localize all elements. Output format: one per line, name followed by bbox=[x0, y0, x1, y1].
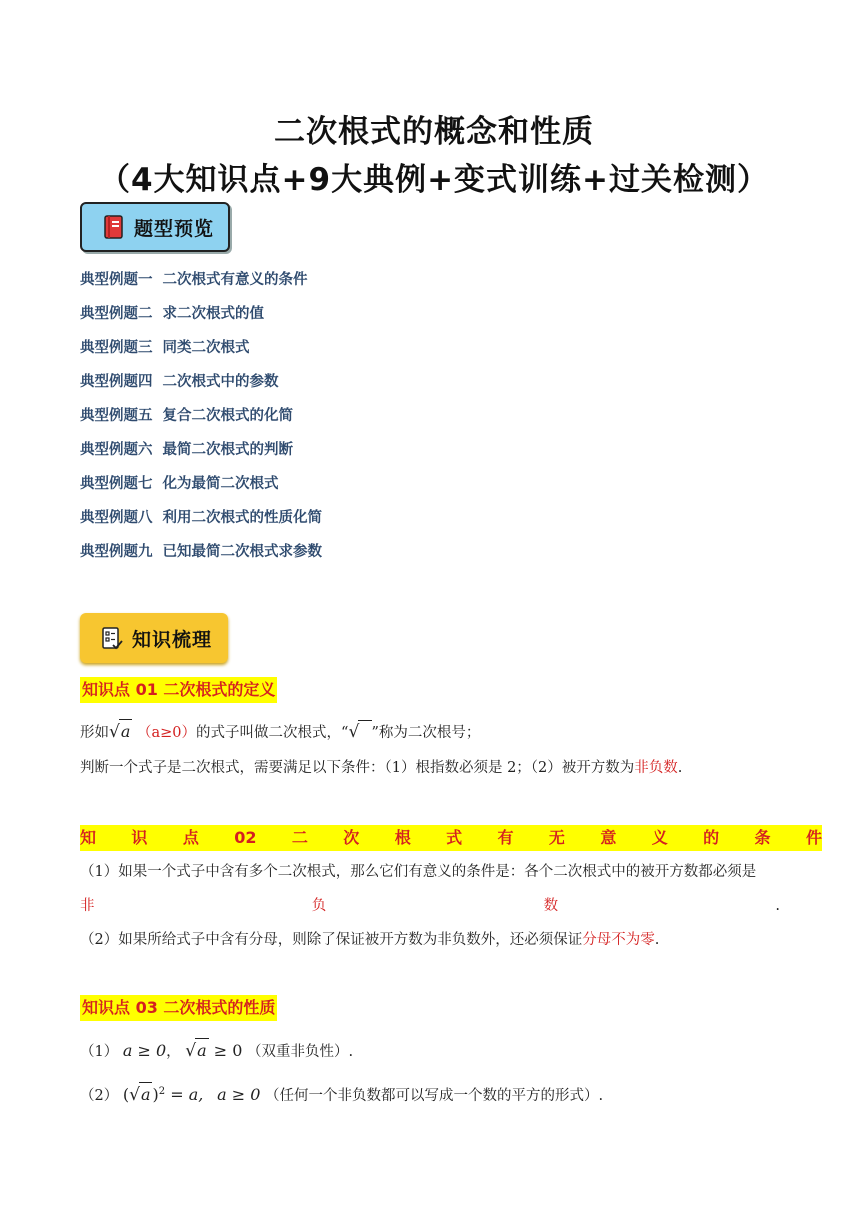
kp1-conditions: 判断一个式子是二次根式，需要满足以下条件：（1）根指数必须是 2；（2）被开方数为非负数. bbox=[80, 760, 683, 776]
kp2-rule1-continued: 非 负 数 . bbox=[80, 898, 780, 914]
kp3-property2: （2） (√a )$^2$ = a, a ≥ 0 （任何一个非负数都可以写成一个数的平方的形式）. bbox=[80, 1080, 603, 1108]
toc-item[interactable]: 典型例题九 已知最简二次根式求参数 bbox=[80, 544, 322, 560]
preview-badge bbox=[80, 202, 230, 252]
toc-item[interactable]: 典型例题四 二次根式中的参数 bbox=[80, 374, 279, 390]
toc-item[interactable]: 典型例题三 同类二次根式 bbox=[80, 340, 250, 356]
kp1-definition: 形如√a （a≥0）的式子叫做二次根式，“√ ”称为二次根号； bbox=[80, 719, 480, 745]
toc-item[interactable]: 典型例题八 利用二次根式的性质化简 bbox=[80, 510, 322, 526]
page-title: 二次根式的概念和性质 bbox=[274, 114, 594, 150]
knowledge-badge-label: 知识梳理 bbox=[132, 628, 213, 651]
toc-item[interactable]: 典型例题七 化为最简二次根式 bbox=[80, 476, 279, 492]
preview-badge-label: 题型预览 bbox=[134, 217, 215, 240]
kp1-heading: 知识点 01 二次根式的定义 bbox=[80, 677, 277, 703]
kp2-heading: 知 识 点 02 二 次 根 式 有 无 意 义 的 条 件 bbox=[80, 825, 822, 851]
example-list bbox=[80, 268, 322, 574]
toc-item[interactable]: 典型例题二 求二次根式的值 bbox=[80, 306, 264, 322]
checklist-icon bbox=[100, 625, 124, 651]
knowledge-badge bbox=[80, 613, 228, 663]
kp3-property1: （1） a ≥ 0， √a ≥ 0 （双重非负性）. bbox=[80, 1038, 353, 1064]
kp2-rule1: （1）如果一个式子中含有多个二次根式，那么它们有意义的条件是：各个二次根式中的被开方数都必须是 bbox=[80, 864, 757, 880]
book-icon bbox=[102, 214, 126, 240]
toc-item[interactable]: 典型例题五 复合二次根式的化简 bbox=[80, 408, 293, 424]
toc-item[interactable]: 典型例题六 最简二次根式的判断 bbox=[80, 442, 293, 458]
page-subtitle: （4大知识点+9大典例+变式训练+过关检测） bbox=[98, 162, 770, 198]
toc-item[interactable]: 典型例题一 二次根式有意义的条件 bbox=[80, 272, 308, 288]
kp2-rule2: （2）如果所给式子中含有分母，则除了保证被开方数为非负数外，还必须保证分母不为零. bbox=[80, 932, 660, 948]
kp3-heading: 知识点 03 二次根式的性质 bbox=[80, 995, 277, 1021]
